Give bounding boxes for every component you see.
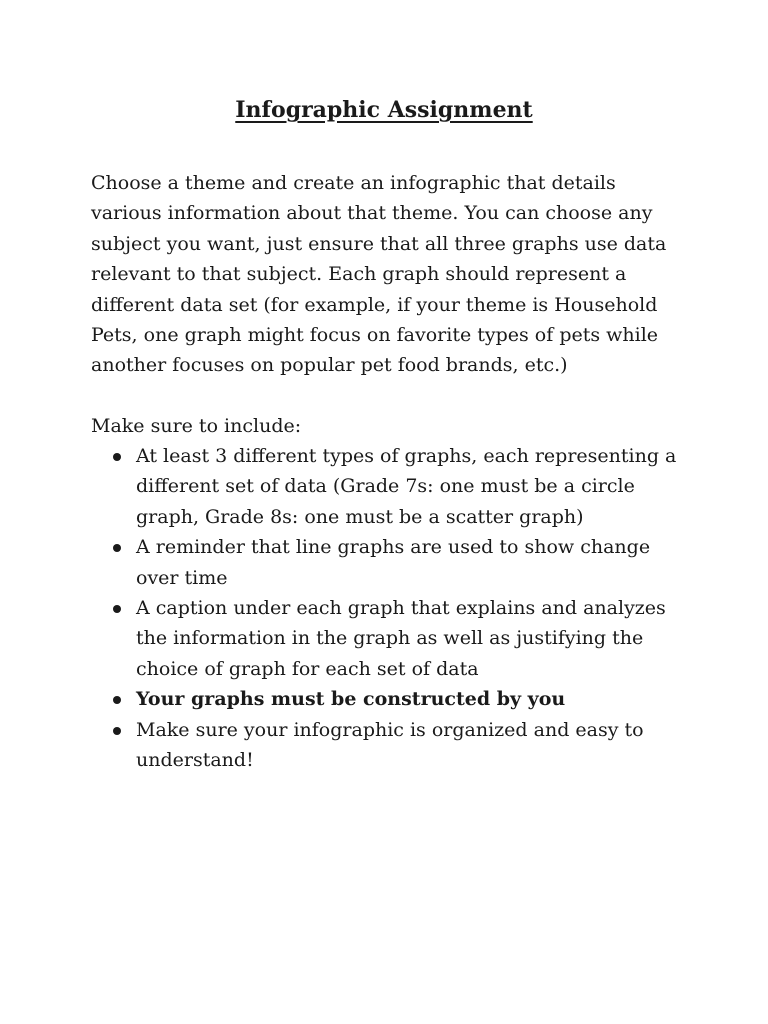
list-item-text: A reminder that line graphs are used to show change over time xyxy=(136,536,651,589)
list-item xyxy=(91,715,691,776)
bullet-icon xyxy=(113,544,121,552)
bullet-icon xyxy=(113,727,121,735)
list-item xyxy=(91,532,691,593)
document-title: Infographic Assignment xyxy=(235,97,533,123)
list-item xyxy=(91,684,691,714)
bullet-icon xyxy=(113,696,121,704)
intro-paragraph: Choose a theme and create an infographic that details various information about that theme. You can choose any subject you want, just ensure that all three graphs use data relevant to that subject. Each graph should represent a different data set (for example, if your theme is Household Pets, one graph might focus on favorite types of pets while another focuses on popular pet food brands, etc.) xyxy=(91,172,667,377)
requirements-list xyxy=(91,441,691,775)
list-item-text-bold: Your graphs must be constructed by you xyxy=(136,688,566,711)
include-lead: Make sure to include: xyxy=(91,415,302,437)
list-item xyxy=(91,441,691,532)
bullet-icon xyxy=(113,605,121,613)
list-item-text: At least 3 different types of graphs, each representing a different set of data (Grade 7s: one must be a circle graph, Grade 8s: one must be a scatter graph) xyxy=(136,445,677,528)
list-item-text: A caption under each graph that explains and analyzes the information in the graph as well as justifying the choice of graph for each set of data xyxy=(136,597,666,680)
bullet-icon xyxy=(113,453,121,461)
list-item-text: Make sure your infographic is organized and easy to understand! xyxy=(136,718,644,772)
list-item xyxy=(91,593,691,684)
